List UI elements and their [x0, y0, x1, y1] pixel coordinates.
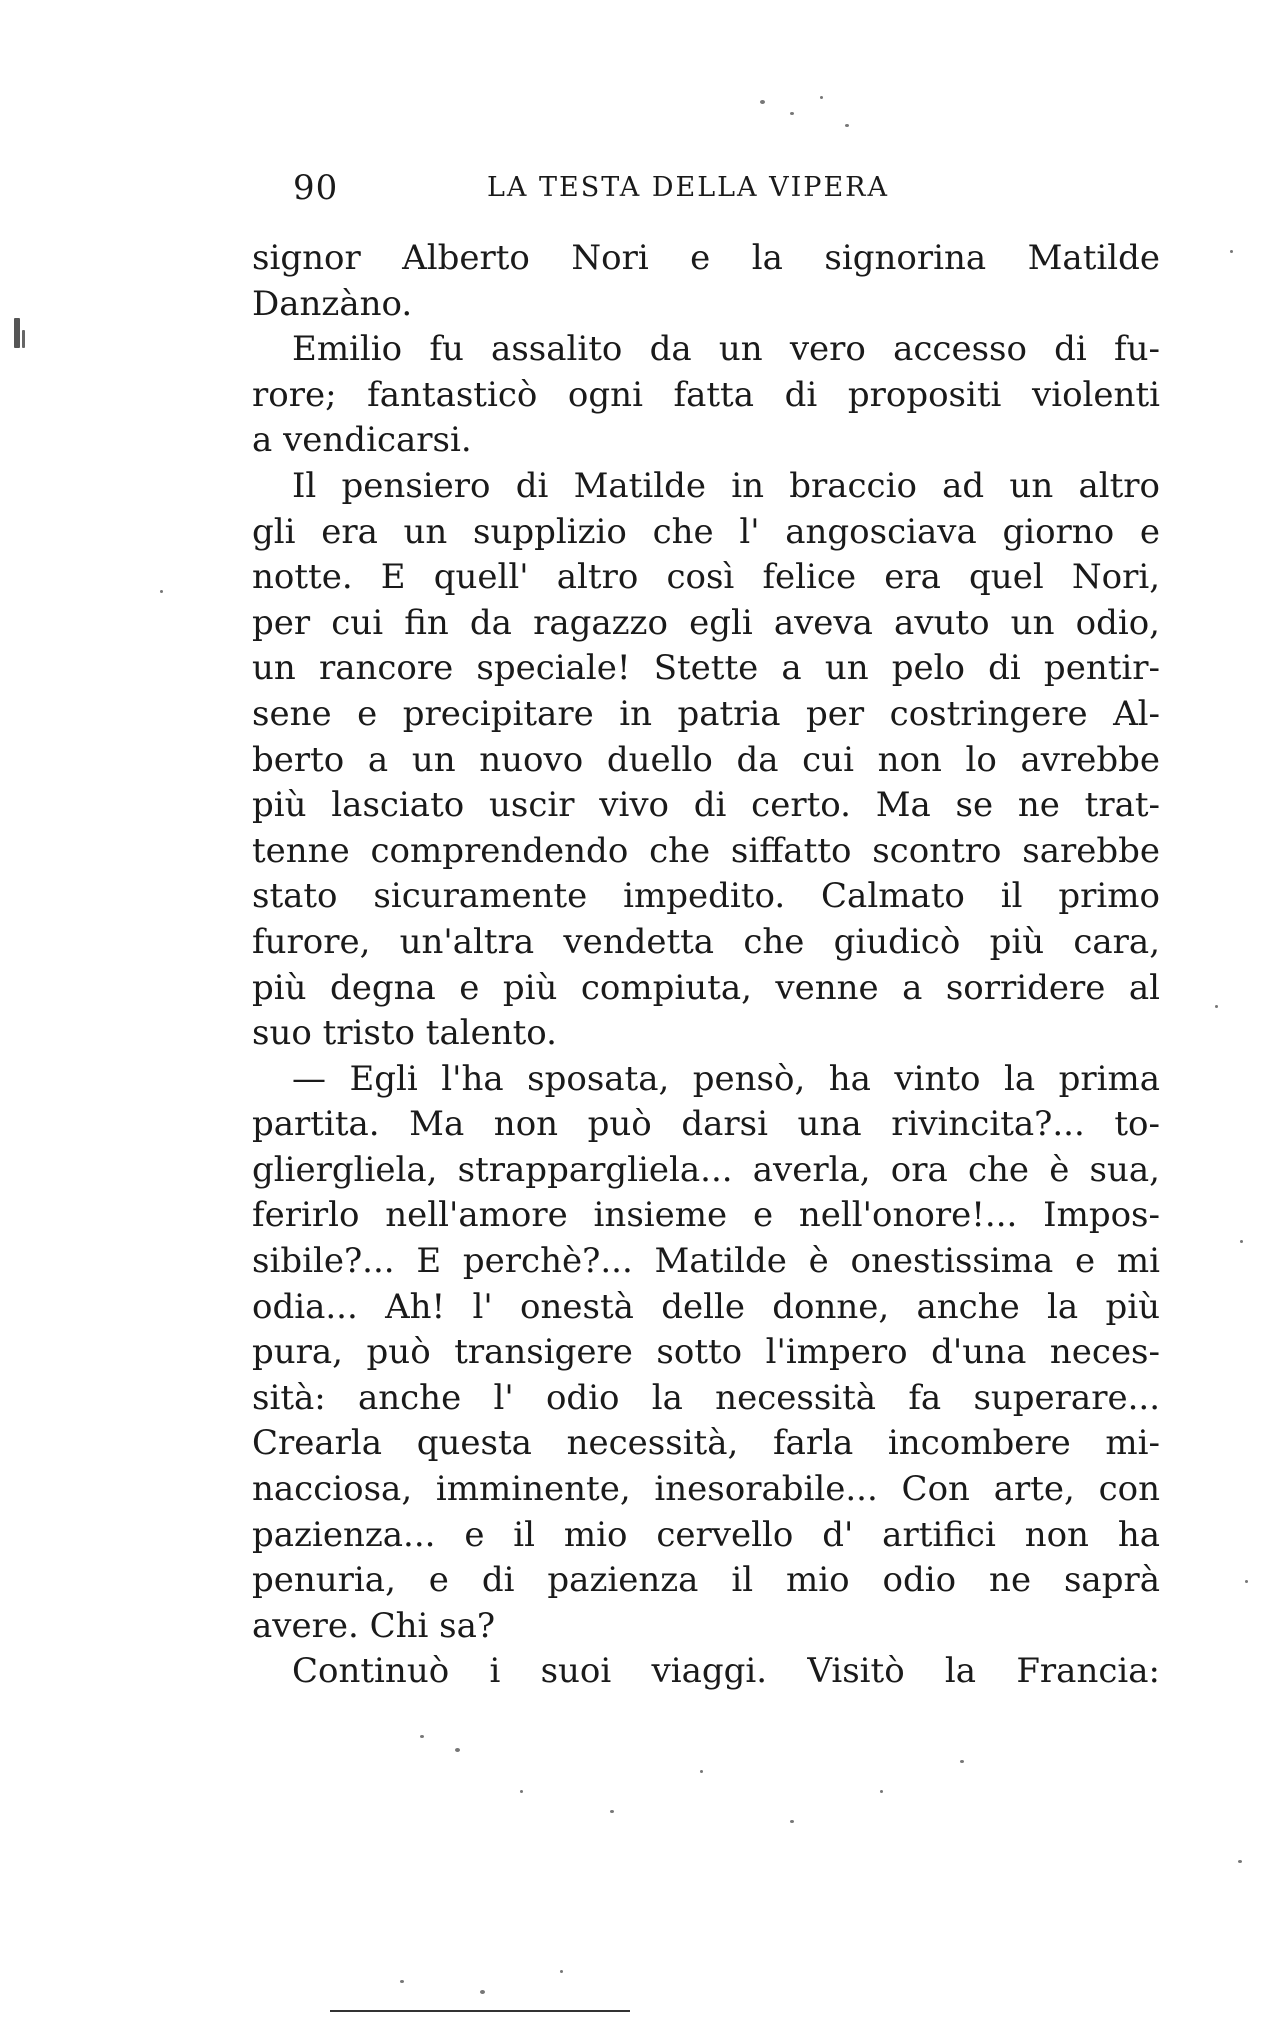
text-line: odia... Ah! l' onestà delle donne, anche la più — [252, 1286, 1160, 1327]
text-line: suo tristo talento. — [252, 1013, 557, 1054]
bottom-rule — [330, 2010, 630, 2012]
text-line: per cui fin da ragazzo egli aveva avuto un odio, — [252, 602, 1160, 643]
text-line: Il pensiero di Matilde in braccio ad un altro — [292, 465, 1160, 506]
text-line: gliergliela, strappargliela... averla, ora che è sua, — [252, 1149, 1160, 1190]
text-line: nacciosa, imminente, inesorabile... Con arte, con — [252, 1469, 1160, 1510]
text-line: Crearla questa necessità, farla incombere mi- — [252, 1423, 1160, 1464]
text-line: pura, può transigere sotto l'impero d'una neces- — [252, 1332, 1160, 1373]
page-number: 90 — [293, 168, 339, 208]
running-title: LA TESTA DELLA VIPERA — [487, 172, 890, 203]
text-line: penuria, e di pazienza il mio odio ne saprà — [252, 1560, 1160, 1601]
text-line: pazienza... e il mio cervello d' artifici non ha — [252, 1514, 1160, 1555]
text-line: più lasciato uscir vivo di certo. Ma se ne trat- — [252, 785, 1160, 826]
text-line: notte. E quell' altro così felice era quel Nori, — [252, 557, 1160, 598]
text-line: gli era un supplizio che l' angosciava giorno e — [252, 511, 1160, 552]
text-line: Danzàno. — [252, 283, 413, 324]
text-line: furore, un'altra vendetta che giudicò più cara, — [252, 921, 1160, 962]
text-line: a vendicarsi. — [252, 420, 472, 461]
body-text — [252, 236, 1160, 1695]
text-line: stato sicuramente impedito. Calmato il primo — [252, 876, 1160, 917]
text-line: partita. Ma non può darsi una rivincita?... to- — [252, 1104, 1160, 1145]
text-line: un rancore speciale! Stette a un pelo di pentir- — [252, 648, 1160, 689]
page-header — [293, 168, 933, 216]
text-line: tenne comprendendo che siffatto scontro sarebbe — [252, 830, 1160, 871]
text-line: avere. Chi sa? — [252, 1605, 496, 1646]
text-line: sene e precipitare in patria per costringere Al- — [252, 693, 1160, 734]
text-line: sibile?... E perchè?... Matilde è onestissima e mi — [252, 1241, 1160, 1282]
text-line: rore; fantasticò ogni fatta di propositi violenti — [252, 374, 1160, 415]
text-line: ferirlo nell'amore insieme e nell'onore!... Impos- — [252, 1195, 1160, 1236]
text-line: più degna e più compiuta, venne a sorridere al — [252, 967, 1160, 1008]
text-line: berto a un nuovo duello da cui non lo avrebbe — [252, 739, 1160, 780]
text-line: Continuò i suoi viaggi. Visitò la Francia: — [292, 1651, 1160, 1692]
text-line: sità: anche l' odio la necessità fa superare... — [252, 1377, 1160, 1418]
text-line: signor Alberto Nori e la signorina Matilde — [252, 238, 1160, 278]
text-line: Emilio fu assalito da un vero accesso di fu- — [292, 329, 1160, 370]
text-line: — Egli l'ha sposata, pensò, ha vinto la prima — [292, 1058, 1160, 1099]
